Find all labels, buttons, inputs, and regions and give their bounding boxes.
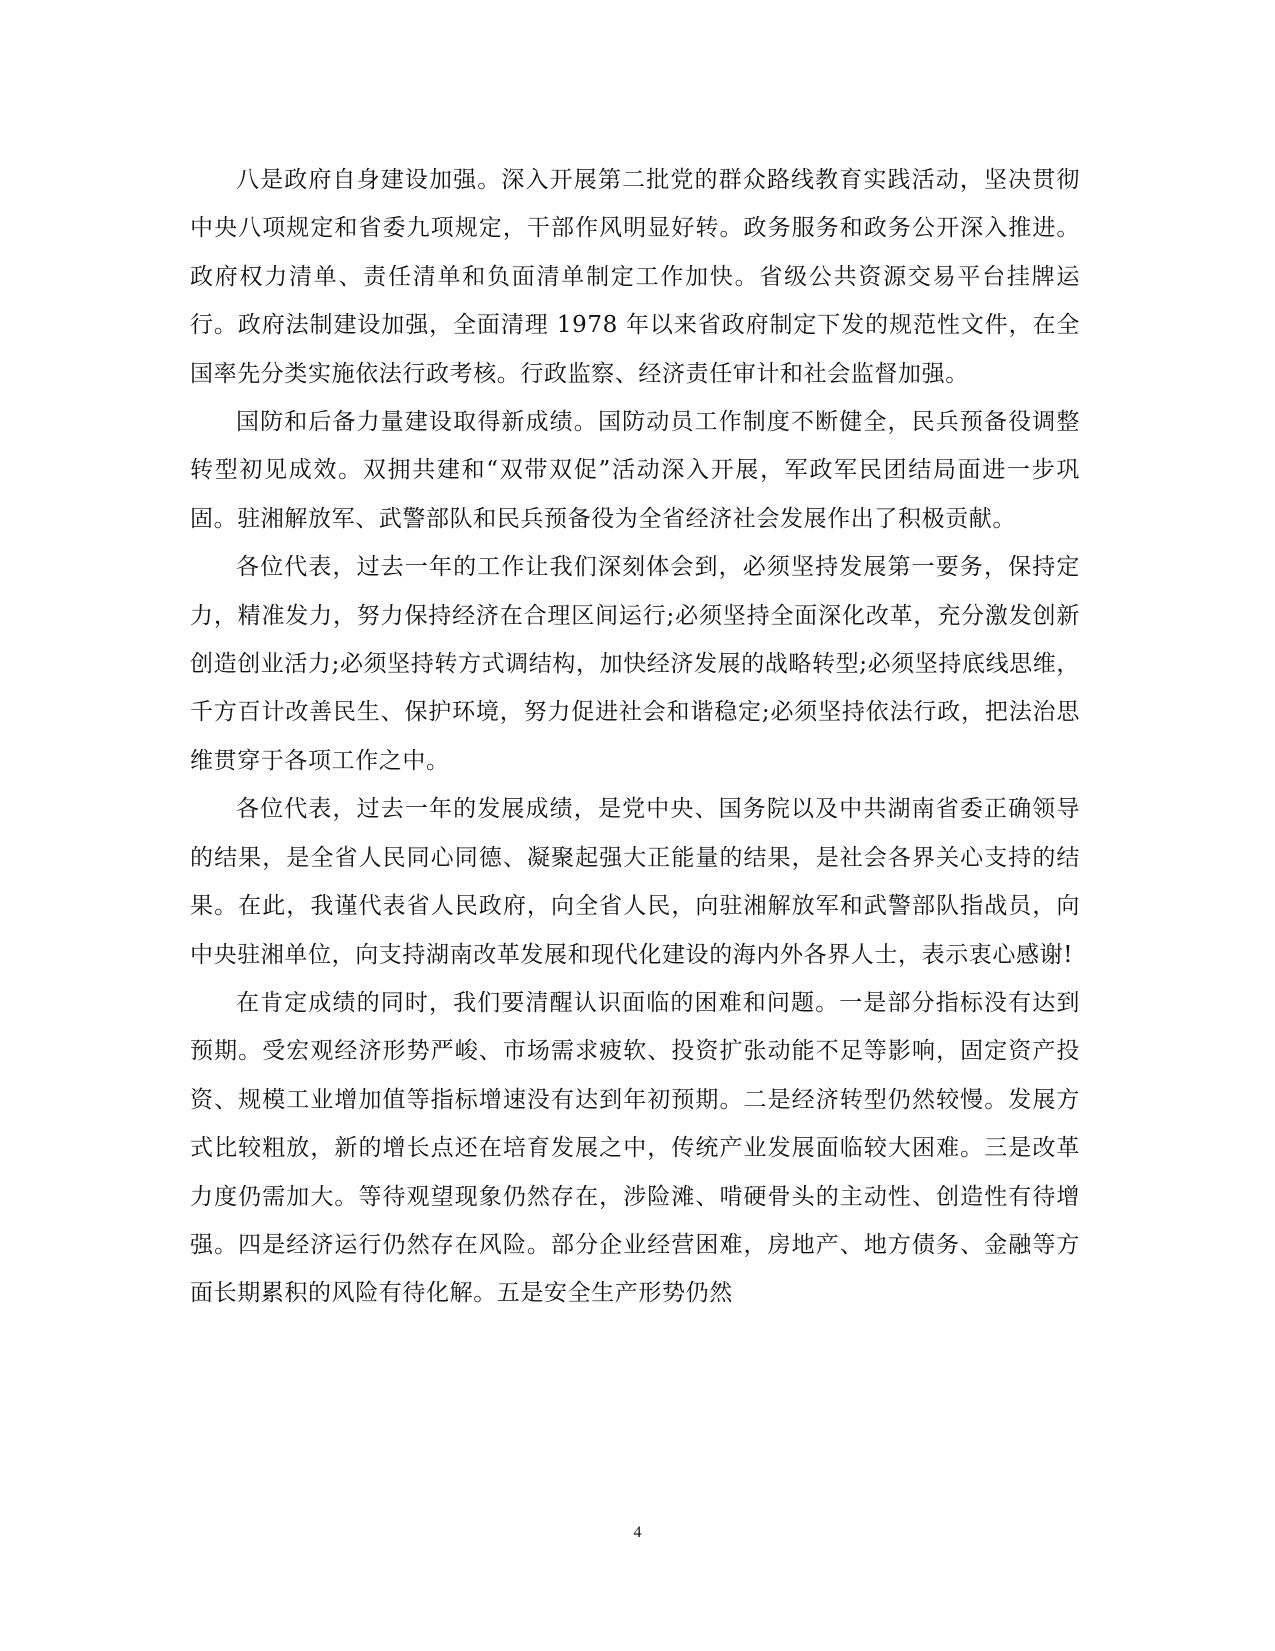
paragraph-national-defense: 国防和后备力量建设取得新成绩。国防动员工作制度不断健全，民兵预备役调整转型初见成效。双拥共建和“双带双促”活动深入开展，军政军民团结局面进一步巩固。驻湘解放军、武警部队和民兵预备役为全省经济社会发展作出了积极贡献。 <box>190 409 1080 532</box>
page-number: 4 <box>633 1524 642 1541</box>
document-body <box>190 156 1080 1318</box>
paragraph-government-self-building: 八是政府自身建设加强。深入开展第二批党的群众路线教育实践活动，坚决贯彻中央八项规定和省委九项规定，干部作风明显好转。政务服务和政务公开深入推进。政府权力清单、责任清单和负面清单制定工作加快。省级公共资源交易平台挂牌运行。政府法制建设加强，全面清理 1978 年以来省政府制定下发的规范性文件，在全国率先分类实施依法行政考核。行政监察、经济责任审计和社会监督加强。 <box>190 167 1080 387</box>
paragraph-difficulties: 在肯定成绩的同时，我们要清醒认识面临的困难和问题。一是部分指标没有达到预期。受宏观经济形势严峻、市场需求疲软、投资扩张动能不足等影响，固定资产投资、规模工业增加值等指标增速没有达到年初预期。二是经济转型仍然较慢。发展方式比较粗放，新的增长点还在培育发展之中，传统产业发展面临较大困难。三是改革力度仍需加大。等待观望现象仍然存在，涉险滩、啃硬骨头的主动性、创造性有待增强。四是经济运行仍然存在风险。部分企业经营困难，房地产、地方债务、金融等方面长期累积的风险有待化解。五是安全生产形势仍然 <box>190 989 1080 1307</box>
paragraph-lessons-learned: 各位代表，过去一年的工作让我们深刻体会到，必须坚持发展第一要务，保持定力，精准发力，努力保持经济在合理区间运行;必须坚持全面深化改革，充分激发创新创造创业活力;必须坚持转方式调结构，加快经济发展的战略转型;必须坚持底线思维，千方百计改善民生、保护环境，努力促进社会和谐稳定;必须坚持依法行政，把法治思维贯穿于各项工作之中。 <box>190 554 1080 774</box>
paragraph-acknowledgements: 各位代表，过去一年的发展成绩，是党中央、国务院以及中共湖南省委正确领导的结果，是全省人民同心同德、凝聚起强大正能量的结果，是社会各界关心支持的结果。在此，我谨代表省人民政府，向全省人民，向驻湘解放军和武警部队指战员，向中央驻湘单位，向支持湖南改革发展和现代化建设的海内外各界人士，表示衷心感谢! <box>190 796 1080 968</box>
